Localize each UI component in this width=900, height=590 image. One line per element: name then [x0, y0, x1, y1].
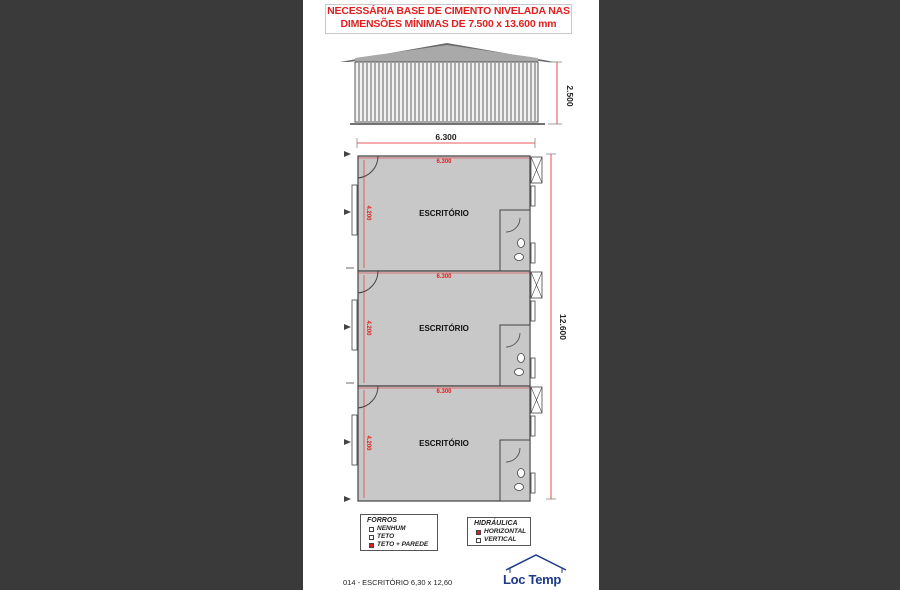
- legend-item: [369, 533, 437, 541]
- legend-item-label: TETO + PAREDE: [377, 541, 429, 548]
- window-left: [352, 185, 357, 235]
- room-name: ESCRITÓRIO: [419, 209, 469, 218]
- toilet-icon: [518, 469, 525, 478]
- room-name: ESCRITÓRIO: [419, 324, 469, 333]
- room-depth-label: 4.200: [365, 205, 371, 221]
- window-left: [352, 300, 357, 350]
- toilet-icon: [518, 354, 525, 363]
- legend-item: [476, 536, 530, 544]
- logo-mark: [506, 555, 566, 573]
- module-3: [344, 386, 542, 502]
- room-width-label: 6.300: [436, 274, 452, 280]
- arrow-marker: [344, 439, 351, 445]
- window-bath: [531, 243, 535, 263]
- legend-item-label: VERTICAL: [484, 536, 517, 543]
- sink-icon: [515, 484, 524, 491]
- window-right: [531, 301, 535, 321]
- arrow-marker: [344, 324, 351, 330]
- room-depth-label: 4.200: [365, 320, 371, 336]
- swatch-white: [369, 535, 374, 540]
- module-2: [344, 271, 542, 386]
- height-dimension-label: 2.500: [565, 85, 575, 107]
- roof-face: [355, 45, 538, 62]
- window-left: [352, 415, 357, 465]
- model-caption: 014 - ESCRITÓRIO 6,30 x 12,60: [343, 578, 453, 587]
- room-width-label: 6.300: [436, 159, 452, 165]
- legend-forros-title: FORROS: [367, 517, 397, 524]
- overall-length-label: 12.600: [558, 314, 568, 340]
- swatch-red: [369, 543, 374, 548]
- legend-forros: [360, 514, 438, 551]
- front-elevation: [340, 43, 575, 148]
- legend-item: [476, 528, 530, 536]
- header-line-1: NECESSÁRIA BASE DE CIMENTO NIVELADA NAS: [327, 5, 570, 17]
- bathroom: [500, 210, 530, 271]
- sink-icon: [515, 254, 524, 261]
- entrance-arrow: [344, 151, 351, 157]
- company-logo-text: Loc Temp: [503, 572, 562, 587]
- room-width-label: 6.300: [436, 389, 452, 395]
- legend-hidraulica-title: HIDRÁULICA: [474, 520, 518, 527]
- swatch-red: [476, 530, 481, 535]
- header-line-2: DIMENSÕES MÍNIMAS DE 7.500 x 13.600 mm: [340, 18, 557, 30]
- width-dimension-label: 6.300: [435, 132, 457, 142]
- arrow-marker: [344, 209, 351, 215]
- arrow-marker-bottom: [344, 496, 351, 502]
- swatch-white: [476, 538, 481, 543]
- legend-item-label: NENHUM: [377, 525, 406, 532]
- room-name: ESCRITÓRIO: [419, 439, 469, 448]
- window-right: [531, 186, 535, 206]
- swatch-white: [369, 527, 374, 532]
- legend-item-label: TETO: [377, 533, 395, 540]
- window-bath: [531, 358, 535, 378]
- legend-item: [369, 525, 437, 533]
- toilet-icon: [518, 239, 525, 248]
- legend-hidraulica: [467, 517, 531, 546]
- legend-item: [369, 541, 437, 549]
- module-1: [344, 156, 542, 271]
- overall-length-dimension: [546, 154, 568, 499]
- bathroom: [500, 440, 530, 501]
- room-depth-label: 4.200: [365, 435, 371, 451]
- window-right: [531, 416, 535, 436]
- legend-item-label: HORIZONTAL: [484, 528, 527, 535]
- sink-icon: [515, 369, 524, 376]
- bathroom: [500, 325, 530, 386]
- window-bath: [531, 473, 535, 493]
